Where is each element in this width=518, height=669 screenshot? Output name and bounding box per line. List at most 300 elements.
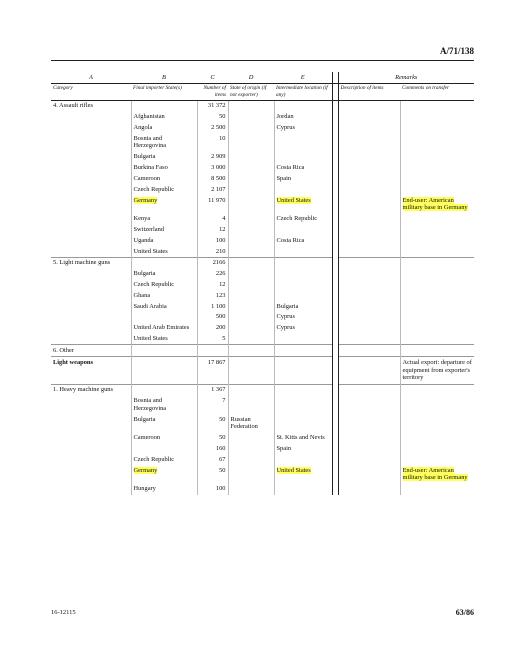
state-of-origin-cell [228,133,274,152]
table-row [51,246,474,257]
description-cell [338,100,400,111]
intermediate-location-cell [274,301,332,312]
description-cell [338,246,400,257]
intermediate-location-text: United States [276,466,311,474]
number-of-items-text: 12 [219,225,226,233]
final-importer-cell [131,414,197,433]
state-of-origin-cell [228,395,274,414]
header-category: Category [51,83,131,100]
number-of-items-cell [197,122,228,133]
final-importer-cell [131,184,197,195]
category-cell [51,395,131,414]
number-of-items-cell [197,323,228,334]
number-of-items-cell [197,444,228,455]
final-importer-text: Cameroon [133,174,161,182]
number-of-items-cell [197,301,228,312]
number-of-items-text: 8 500 [211,174,226,182]
table-row [51,433,474,444]
comment-cell [400,195,474,214]
column-letter-e: E [274,72,332,83]
category-cell [51,195,131,214]
number-of-items-cell [197,184,228,195]
final-importer-text: Czech Republic [133,455,175,463]
final-importer-cell [131,395,197,414]
intermediate-location-text: Costa Rica [276,236,305,244]
state-of-origin-cell [228,122,274,133]
state-of-origin-cell [228,280,274,291]
description-cell [338,214,400,225]
column-letter-d: D [228,72,274,83]
number-of-items-text: 2 909 [211,153,226,161]
state-of-origin-cell [228,414,274,433]
intermediate-location-cell [274,152,332,163]
number-of-items-text: 17 867 [207,358,226,366]
table-row [51,100,474,111]
state-of-origin-cell [228,323,274,334]
intermediate-location-cell [274,173,332,184]
intermediate-location-cell [274,214,332,225]
table-row [51,484,474,495]
table-row [51,112,474,123]
intermediate-location-cell [274,257,332,268]
category-text: 1. Heavy machine guns [53,386,113,394]
final-importer-cell [131,133,197,152]
final-importer-cell [131,122,197,133]
final-importer-cell [131,112,197,123]
state-of-origin-cell [228,152,274,163]
final-importer-cell [131,224,197,235]
number-of-items-cell [197,465,228,484]
comment-cell [400,414,474,433]
final-importer-text: Kenya [133,215,151,223]
final-importer-text: Burkina Faso [133,164,168,172]
header-description-of-items: Description of items [338,83,400,100]
final-importer-cell [131,345,197,357]
category-text: 4. Assault rifles [53,102,93,110]
state-of-origin-cell [228,163,274,174]
description-cell [338,357,400,384]
number-of-items-text: 210 [215,247,226,255]
table-row [51,184,474,195]
comment-cell [400,465,474,484]
number-of-items-text: 1 100 [211,302,226,310]
table-body [51,100,474,494]
final-importer-cell [131,357,197,384]
table-row [51,133,474,152]
final-importer-text: Cameroon [133,434,161,442]
number-of-items-text: 100 [215,485,226,493]
category-cell [51,122,131,133]
final-importer-cell [131,163,197,174]
number-of-items-cell [197,395,228,414]
final-importer-cell [131,195,197,214]
number-of-items-text: 12 [219,281,226,289]
number-of-items-cell [197,246,228,257]
category-cell [51,301,131,312]
comment-cell [400,357,474,384]
state-of-origin-cell [228,444,274,455]
table-row [51,312,474,323]
comment-text: End-user: American military base in Germany [402,196,468,212]
final-importer-cell [131,465,197,484]
description-cell [338,384,400,395]
final-importer-cell [131,100,197,111]
category-cell [51,454,131,465]
table-row [51,280,474,291]
comment-cell [400,301,474,312]
comment-cell [400,152,474,163]
state-of-origin-cell [228,290,274,301]
final-importer-cell [131,214,197,225]
number-of-items-cell [197,280,228,291]
category-cell [51,384,131,395]
number-of-items-cell [197,433,228,444]
table-row [51,444,474,455]
final-importer-cell [131,269,197,280]
description-cell [338,465,400,484]
page-number: 63/86 [455,608,474,617]
number-of-items-text: 226 [215,270,226,278]
state-of-origin-cell [228,484,274,495]
number-of-items-cell [197,454,228,465]
description-cell [338,235,400,246]
header-intermediate-location: Intermediate location (if any) [274,83,332,100]
intermediate-location-text: Spain [276,445,292,453]
intermediate-location-text: St. Kitts and Nevis [276,434,325,442]
description-cell [338,312,400,323]
table-row [51,395,474,414]
table-row [51,257,474,268]
number-of-items-cell [197,133,228,152]
intermediate-location-cell [274,224,332,235]
category-cell [51,357,131,384]
number-of-items-text: 50 [219,466,226,474]
intermediate-location-cell [274,122,332,133]
state-of-origin-cell [228,334,274,345]
header-state-of-origin: State of origin (if not exporter) [228,83,274,100]
final-importer-cell [131,433,197,444]
number-of-items-cell [197,357,228,384]
state-of-origin-cell [228,269,274,280]
header-final-importer: Final importer State(s) [131,83,197,100]
category-cell [51,163,131,174]
column-letter-c: C [197,72,228,83]
state-of-origin-text: Russian Federation [230,415,258,431]
number-of-items-cell [197,484,228,495]
final-importer-text: Afghanistan [133,113,165,121]
comment-cell [400,163,474,174]
category-cell [51,100,131,111]
comment-cell [400,323,474,334]
final-importer-cell [131,334,197,345]
state-of-origin-cell [228,384,274,395]
state-of-origin-cell [228,312,274,323]
comment-cell [400,334,474,345]
description-cell [338,334,400,345]
final-importer-cell [131,235,197,246]
number-of-items-text: 50 [219,113,226,121]
comment-cell [400,224,474,235]
intermediate-location-cell [274,484,332,495]
final-importer-text: Uganda [133,236,154,244]
description-cell [338,257,400,268]
description-cell [338,163,400,174]
final-importer-cell [131,323,197,334]
intermediate-location-cell [274,414,332,433]
number-of-items-text: 7 [222,396,226,404]
final-importer-text: Czech Republic [133,281,175,289]
state-of-origin-cell [228,100,274,111]
final-importer-text: United States [133,335,168,343]
number-of-items-text: 50 [219,415,226,423]
final-importer-text: Switzerland [133,225,165,233]
intermediate-location-text: Cyprus [276,123,295,131]
number-of-items-cell [197,290,228,301]
final-importer-cell [131,454,197,465]
intermediate-location-cell [274,280,332,291]
category-cell [51,214,131,225]
category-cell [51,224,131,235]
description-cell [338,224,400,235]
number-of-items-cell [197,100,228,111]
description-cell [338,414,400,433]
number-of-items-text: 2166 [212,259,226,267]
description-cell [338,152,400,163]
transfers-table [51,72,474,495]
category-cell [51,173,131,184]
comment-cell [400,384,474,395]
intermediate-location-cell [274,433,332,444]
number-of-items-cell [197,195,228,214]
description-cell [338,433,400,444]
table-row [51,384,474,395]
state-of-origin-cell [228,257,274,268]
description-cell [338,484,400,495]
description-cell [338,345,400,357]
final-importer-cell [131,301,197,312]
category-cell [51,246,131,257]
final-importer-cell [131,152,197,163]
intermediate-location-cell [274,184,332,195]
intermediate-location-cell [274,345,332,357]
final-importer-text: Bulgaria [133,415,156,423]
table-row [51,414,474,433]
category-cell [51,269,131,280]
category-text: 5. Light machine guns [53,259,111,267]
intermediate-location-text: Spain [276,174,292,182]
number-of-items-cell [197,214,228,225]
description-cell [338,184,400,195]
table-row [51,465,474,484]
category-cell [51,444,131,455]
number-of-items-cell [197,112,228,123]
final-importer-cell [131,444,197,455]
comment-cell [400,312,474,323]
number-of-items-text: 11 970 [208,196,226,204]
final-importer-text: United States [133,247,168,255]
table-row [51,163,474,174]
comment-cell [400,433,474,444]
final-importer-text: Germany [133,196,158,204]
category-cell [51,280,131,291]
number-of-items-text: 2 500 [211,123,226,131]
category-cell [51,433,131,444]
intermediate-location-text: Czech Republic [276,215,318,223]
number-of-items-text: 10 [219,134,226,142]
number-of-items-text: 160 [215,445,226,453]
table-row [51,290,474,301]
header-rule [51,60,474,61]
intermediate-location-cell [274,100,332,111]
state-of-origin-cell [228,235,274,246]
intermediate-location-cell [274,312,332,323]
final-importer-cell [131,173,197,184]
final-importer-text: Germany [133,466,158,474]
number-of-items-cell [197,152,228,163]
description-cell [338,173,400,184]
description-cell [338,454,400,465]
comment-text: Actual export: departure of equipment from exporter's territory [402,358,472,382]
table-row [51,152,474,163]
comment-cell [400,444,474,455]
comment-cell [400,454,474,465]
table-row [51,269,474,280]
number-of-items-text: 200 [215,324,226,332]
category-cell [51,323,131,334]
comment-cell [400,122,474,133]
final-importer-text: Bulgaria [133,153,156,161]
intermediate-location-cell [274,290,332,301]
comment-cell [400,173,474,184]
table-row [51,122,474,133]
number-of-items-cell [197,414,228,433]
table-row [51,345,474,357]
description-cell [338,112,400,123]
intermediate-location-cell [274,334,332,345]
number-of-items-text: 123 [215,291,226,299]
final-importer-text: Czech Republic [133,185,175,193]
comment-cell [400,133,474,152]
final-importer-cell [131,246,197,257]
state-of-origin-cell [228,301,274,312]
table-row [51,214,474,225]
intermediate-location-cell [274,323,332,334]
category-cell [51,484,131,495]
intermediate-location-cell [274,163,332,174]
category-cell [51,184,131,195]
number-of-items-cell [197,269,228,280]
final-importer-cell [131,484,197,495]
table-row [51,454,474,465]
description-cell [338,290,400,301]
description-cell [338,122,400,133]
number-of-items-text: 3 000 [211,164,226,172]
number-of-items-text: 31 372 [207,102,226,110]
number-of-items-text: 50 [219,434,226,442]
comment-cell [400,246,474,257]
number-of-items-text: 100 [215,236,226,244]
state-of-origin-cell [228,173,274,184]
column-header-row [51,83,474,100]
intermediate-location-cell [274,454,332,465]
table-row [51,334,474,345]
state-of-origin-cell [228,433,274,444]
state-of-origin-cell [228,214,274,225]
number-of-items-cell [197,345,228,357]
table-row [51,323,474,334]
comment-cell [400,280,474,291]
intermediate-location-text: Costa Rica [276,164,305,172]
number-of-items-text: 4 [222,215,226,223]
final-importer-text: Bulgaria [133,270,156,278]
number-of-items-cell [197,235,228,246]
state-of-origin-cell [228,224,274,235]
state-of-origin-cell [228,184,274,195]
intermediate-location-cell [274,235,332,246]
category-cell [51,334,131,345]
number-of-items-cell [197,334,228,345]
intermediate-location-cell [274,195,332,214]
category-cell [51,312,131,323]
category-cell [51,345,131,357]
comment-cell [400,395,474,414]
description-cell [338,395,400,414]
state-of-origin-cell [228,357,274,384]
intermediate-location-text: Cyprus [276,313,295,321]
intermediate-location-cell [274,112,332,123]
final-importer-text: Hungary [133,485,156,493]
table-row [51,235,474,246]
state-of-origin-cell [228,112,274,123]
description-cell [338,280,400,291]
column-letter-a: A [51,72,131,83]
column-letter-b: B [131,72,197,83]
table-row [51,301,474,312]
intermediate-location-cell [274,384,332,395]
intermediate-location-cell [274,357,332,384]
header-number-of-items: Number of items [197,83,228,100]
final-importer-text: United Arab Emirates [133,324,190,332]
description-cell [338,269,400,280]
header-comments-on-transfer: Comments on transfer [400,83,474,100]
intermediate-location-text: Cyprus [276,324,295,332]
state-of-origin-cell [228,454,274,465]
column-remarks: Remarks [338,72,474,83]
intermediate-location-cell [274,133,332,152]
table-row [51,173,474,184]
description-cell [338,323,400,334]
table-row [51,357,474,384]
description-cell [338,133,400,152]
category-cell [51,152,131,163]
state-of-origin-cell [228,345,274,357]
comment-cell [400,257,474,268]
category-cell [51,133,131,152]
number-of-items-cell [197,224,228,235]
final-importer-text: Bosnia and Herzegovina [133,134,167,150]
comment-cell [400,100,474,111]
final-importer-cell [131,257,197,268]
intermediate-location-text: Jordan [276,113,294,121]
job-number: 16-12115 [51,609,76,616]
final-importer-cell [131,384,197,395]
intermediate-location-cell [274,465,332,484]
number-of-items-cell [197,312,228,323]
number-of-items-text: 2 107 [211,185,226,193]
number-of-items-text: 67 [219,455,226,463]
final-importer-text: Angola [133,123,153,131]
final-importer-text: Bosnia and Herzegovina [133,396,167,412]
